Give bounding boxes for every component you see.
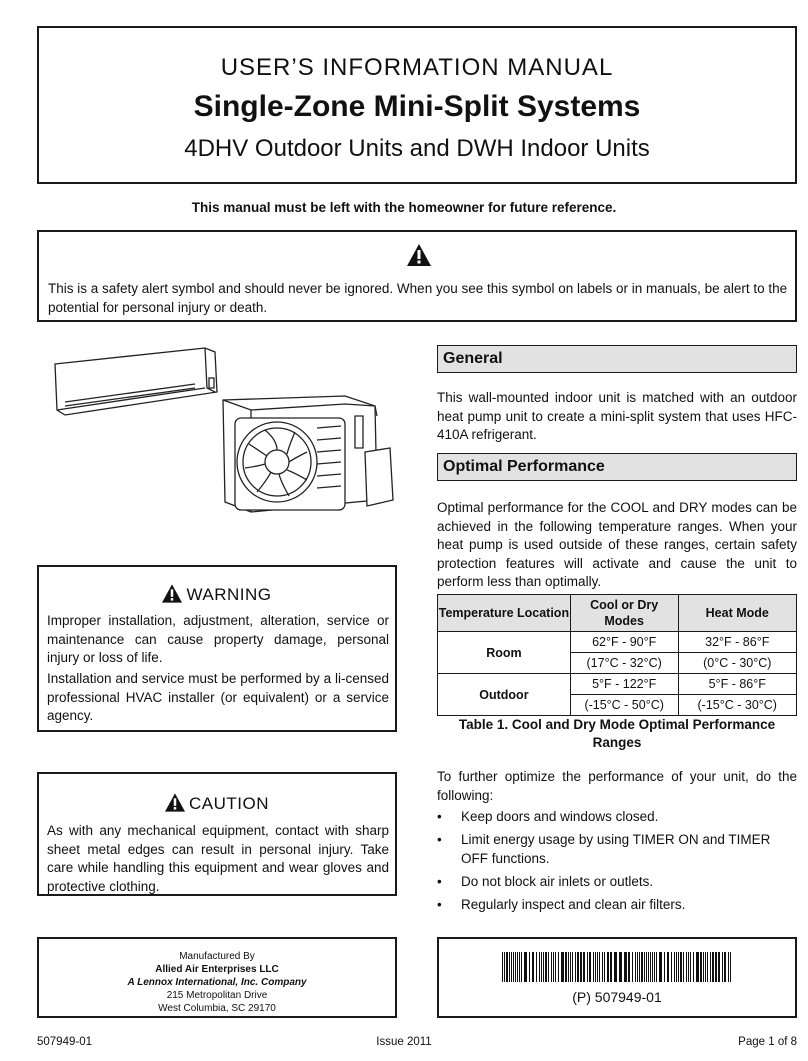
list-item xyxy=(437,873,797,892)
warning-triangle-icon xyxy=(165,793,185,812)
optimization-list xyxy=(437,808,797,919)
manufacturer-parent: A Lennox International, Inc. Company xyxy=(127,977,307,988)
outdoor-unit-drawing xyxy=(223,396,393,512)
warning-text-1: Improper installation, adjustment, alteration, service or maintenance can cause property damage, personal injury or loss of life. xyxy=(47,613,389,665)
warning-box xyxy=(37,565,397,732)
table-row xyxy=(438,674,797,695)
document-subtitle: 4DHV Outdoor Units and DWH Indoor Units xyxy=(184,135,650,162)
list-item-text: Regularly inspect and clean air filters. xyxy=(461,896,686,912)
barcode-box xyxy=(437,937,797,1018)
room-heat-c: (0°C - 30°C) xyxy=(678,653,796,674)
list-item xyxy=(437,896,797,915)
caution-box xyxy=(37,772,397,896)
safety-alert-text: This is a safety alert symbol and should never be ignored. When you see this symbol on labels or in manuals, be alert to the potential for personal injury or death. xyxy=(48,281,788,315)
outdoor-heat-f: 5°F - 86°F xyxy=(678,674,796,695)
row-label-room: Room xyxy=(438,632,571,674)
manufacturer-box xyxy=(37,937,397,1018)
room-cool-c: (17°C - 32°C) xyxy=(570,653,678,674)
bullet: • xyxy=(437,832,442,847)
footer-page: Page 1 of 8 xyxy=(738,1036,797,1048)
optimal-performance-heading: Optimal Performance xyxy=(437,453,797,481)
outdoor-heat-c: (-15°C - 30°C) xyxy=(678,695,796,716)
table-caption: Table 1. Cool and Dry Mode Optimal Performance Ranges xyxy=(458,717,776,750)
further-optimize-text: To further optimize the performance of your unit, do the following: xyxy=(437,769,797,803)
manual-type: USER’S INFORMATION MANUAL xyxy=(220,54,614,81)
document-title: Single-Zone Mini-Split Systems xyxy=(193,90,641,123)
general-text: This wall-mounted indoor unit is matched with an outdoor heat pump unit to create a mini-split system that uses HFC-410A refrigerant. xyxy=(437,390,797,442)
title-box xyxy=(37,26,797,184)
warning-header xyxy=(39,584,395,605)
bullet: • xyxy=(437,896,442,912)
manufacturer-street: 215 Metropolitan Drive xyxy=(166,990,268,1001)
footer-issue: Issue 2011 xyxy=(376,1036,432,1048)
warning-triangle-icon xyxy=(162,584,182,603)
list-item-text: Keep doors and windows closed. xyxy=(461,809,659,824)
bullet: • xyxy=(437,873,442,889)
outdoor-cool-f: 5°F - 122°F xyxy=(570,674,678,695)
optimal-performance-text: Optimal performance for the COOL and DRY modes can be achieved in the following temperature ranges. When your heat pump is used outside of these ranges, certain safety protection features will activate and cause the unit to perform less than optimally. xyxy=(437,500,797,589)
warning-triangle-icon xyxy=(407,244,431,266)
general-heading: General xyxy=(437,345,797,373)
caution-label: CAUTION xyxy=(189,794,269,813)
room-cool-f: 62°F - 90°F xyxy=(570,632,678,653)
barcode-image xyxy=(502,952,734,982)
list-item-text: Do not block air inlets or outlets. xyxy=(461,873,654,889)
table-header-cool: Cool or Dry Modes xyxy=(570,595,678,632)
warning-label: WARNING xyxy=(186,585,272,604)
table-header-location: Temperature Location xyxy=(438,595,571,632)
safety-alert-box xyxy=(37,230,797,322)
part-number: (P) 507949-01 xyxy=(572,989,662,1005)
manufacturer-city: West Columbia, SC 29170 xyxy=(158,1003,276,1014)
row-label-outdoor: Outdoor xyxy=(438,674,571,716)
temperature-range-table xyxy=(437,594,797,716)
table-header-heat: Heat Mode xyxy=(678,595,796,632)
manufacturer-line: Manufactured By xyxy=(179,951,255,962)
outdoor-cool-c: (-15°C - 50°C) xyxy=(570,695,678,716)
list-item-text: Limit energy usage by using TIMER ON and TIMER OFF functions. xyxy=(461,832,771,866)
table-row xyxy=(438,632,797,653)
room-heat-f: 32°F - 86°F xyxy=(678,632,796,653)
table-header-row xyxy=(438,595,797,632)
list-item xyxy=(437,831,797,868)
homeowner-notice: This manual must be left with the homeowner for future reference. xyxy=(191,200,617,215)
bullet: • xyxy=(437,809,442,824)
indoor-unit-drawing xyxy=(55,348,217,415)
manufacturer-name: Allied Air Enterprises LLC xyxy=(155,964,279,975)
mini-split-illustration xyxy=(45,340,405,520)
caution-header xyxy=(39,793,395,814)
footer-doc-number: 507949-01 xyxy=(37,1036,92,1048)
caution-text: As with any mechanical equipment, contact with sharp sheet metal edges can result in personal injury. Take care while handling this equipment and wear gloves and protective clothing. xyxy=(47,823,389,894)
list-item xyxy=(437,808,797,827)
warning-text-2: Installation and service must be performed by a li-censed professional HVAC installer (or equivalent) or a service agency. xyxy=(47,671,389,723)
